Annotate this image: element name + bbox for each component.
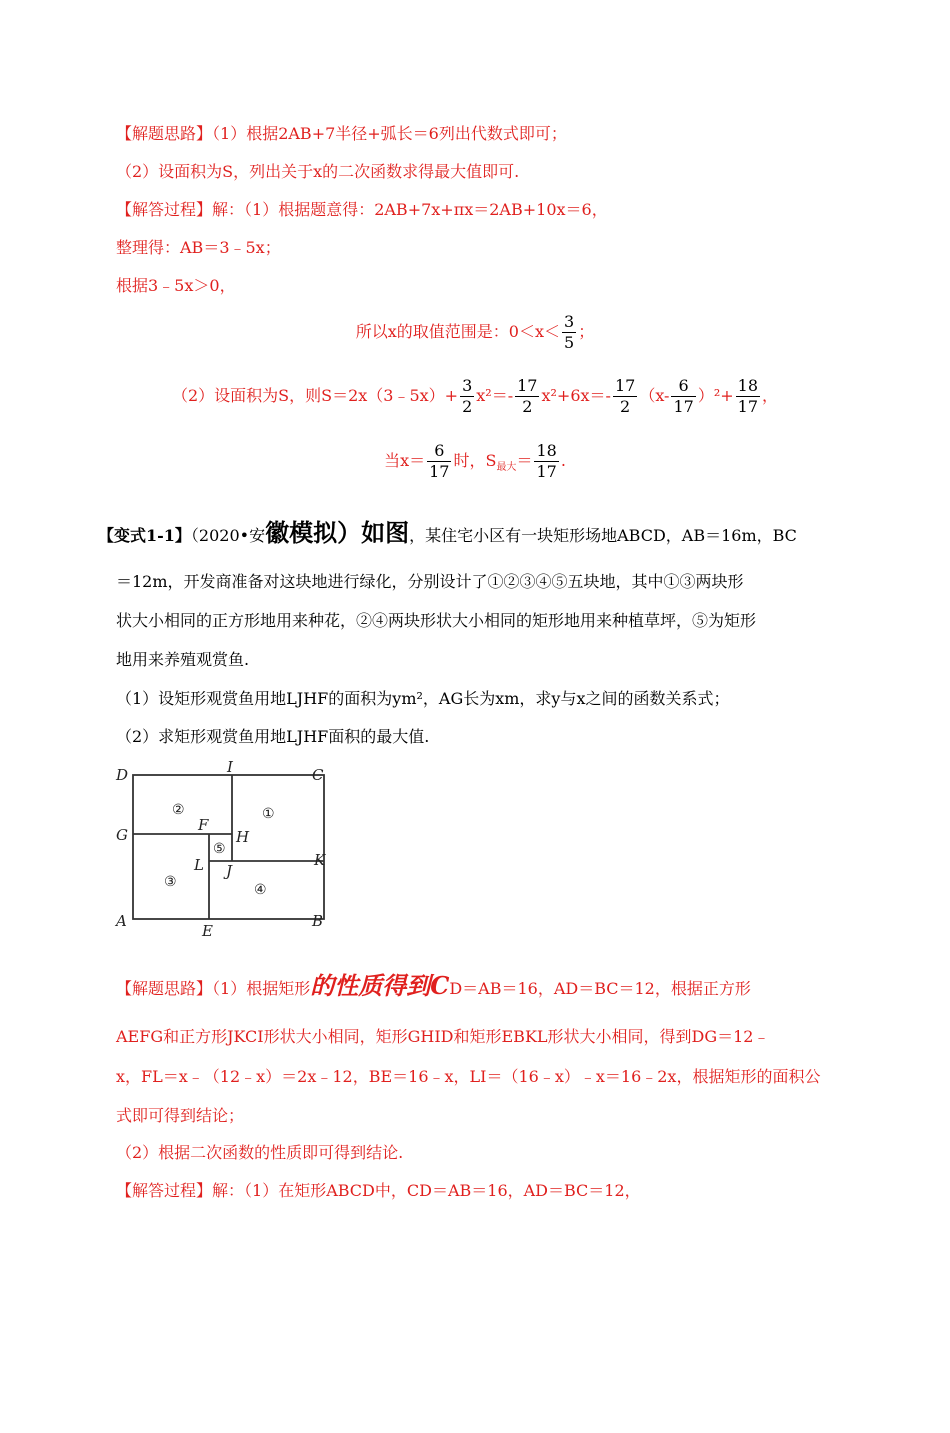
- area-mid: （x-: [639, 386, 670, 405]
- rectangle-figure: [112, 758, 342, 943]
- sol1-idea-line: [116, 124, 567, 144]
- region-4: ④: [254, 882, 267, 898]
- sol2-idea-line-5: （2）根据二次函数的性质即可得到结论.: [116, 1143, 404, 1162]
- region-3: ③: [164, 874, 177, 890]
- area-mid: x²+6x＝-: [541, 386, 611, 405]
- denominator: 2: [462, 397, 473, 416]
- variant-line-2: ＝12m，开发商准备对这块地进行绿化，分别设计了①②③④⑤五块地，其中①③两块形: [116, 572, 744, 591]
- label-I: I: [227, 758, 233, 776]
- fraction: [460, 376, 474, 417]
- sol2-proc-line: [116, 1181, 641, 1201]
- rect-ABCD: [133, 775, 324, 919]
- numerator: 6: [671, 376, 695, 397]
- fraction: [534, 441, 558, 482]
- denominator: 17: [429, 462, 450, 481]
- sol1-proc-line-3: 根据3﹣5x＞0，: [116, 276, 236, 295]
- sol1-proc-line: [116, 200, 608, 220]
- variant-line-4: 地用来养殖观赏鱼.: [116, 650, 250, 669]
- area-suffix: ，: [762, 386, 779, 405]
- denominator: 17: [673, 397, 694, 416]
- area-mid: ）²+: [697, 386, 734, 405]
- variant-text-1: ，某住宅小区有一块矩形场地ABCD，AB＝16m，BC: [409, 526, 797, 545]
- area-formula: [0, 376, 950, 417]
- numerator: 6: [427, 441, 451, 462]
- label-H: H: [236, 828, 250, 846]
- label-K: K: [314, 851, 326, 869]
- range-suffix: ；: [578, 322, 595, 341]
- sol2-idea-line-2: AEFG和正方形JKCI形状大小相同，矩形GHID和矩形EBKL形状大小相同，得到DG＝12﹣: [116, 1027, 770, 1046]
- label-L: L: [194, 856, 204, 874]
- when-mid: 时，S: [453, 451, 497, 470]
- denominator: 5: [564, 333, 575, 352]
- label-E: E: [202, 922, 213, 940]
- when-prefix: 当x＝: [384, 451, 426, 470]
- fraction: [736, 376, 760, 417]
- label-B: B: [312, 912, 324, 930]
- label-C: C: [312, 766, 324, 784]
- sol2-idea-line-1: [116, 971, 751, 1000]
- when-eq: ＝: [516, 451, 533, 470]
- proc-text-1: 解：（1）根据题意得：2AB+7x+πx＝2AB+10x＝6，: [212, 200, 608, 219]
- fraction: [515, 376, 539, 417]
- idea-text-1c: D＝AB＝16，AD＝BC＝12，根据正方形: [449, 979, 751, 998]
- region-5: ⑤: [213, 841, 226, 857]
- region-1: ①: [262, 806, 275, 822]
- idea-tag: 【解题思路】: [116, 124, 213, 143]
- label-F: F: [198, 816, 209, 834]
- idea-text-1: （1）根据2AB+7半径+弧长＝6列出代数式即可；: [212, 124, 567, 143]
- when-suffix: .: [560, 451, 566, 470]
- denominator: 17: [737, 397, 759, 416]
- variant-source-b: 徽模拟）如图: [265, 518, 410, 547]
- region-2: ②: [172, 802, 185, 818]
- variant-source-a: （2020•安: [190, 526, 266, 545]
- sol1-idea-line-2: （2）设面积为S，列出关于x的二次函数求得最大值即可.: [116, 162, 520, 181]
- proc-text-1: 解：（1）在矩形ABCD中，CD＝AB＝16，AD＝BC＝12，: [212, 1181, 641, 1200]
- numerator: 18: [536, 441, 557, 460]
- idea-text-1b: 的性质得到C: [310, 971, 450, 1000]
- variant-line-1: [98, 518, 797, 547]
- question-1: （1）设矩形观赏鱼用地LJHF的面积为ym²，AG长为xm，求y与x之间的函数关系式；: [116, 689, 730, 708]
- proc-tag: 【解答过程】: [116, 1181, 213, 1200]
- denominator: 2: [620, 397, 631, 416]
- range-prefix: 所以x的取值范围是：0＜x＜: [355, 322, 561, 341]
- variant-line-3: 状大小相同的正方形地用来种花，②④两块形状大小相同的矩形地用来种植草坪，⑤为矩形: [116, 611, 757, 630]
- denominator: 2: [522, 397, 533, 416]
- numerator: 17: [614, 376, 636, 395]
- numerator: 17: [517, 376, 538, 395]
- fraction: [562, 312, 576, 353]
- question-2: （2）求矩形观赏鱼用地LJHF面积的最大值.: [116, 727, 430, 746]
- sol1-proc-line-2: 整理得：AB＝3﹣5x；: [116, 238, 281, 257]
- label-D: D: [116, 766, 129, 784]
- sol2-idea-line-3: x，FL＝x﹣（12﹣x）＝2x﹣12，BE＝16﹣x，LI＝（16﹣x）﹣x＝16﹣2x，根据矩形的面积公: [116, 1067, 821, 1086]
- denominator: 17: [536, 462, 557, 481]
- fraction: [671, 376, 695, 417]
- label-A: A: [116, 912, 127, 930]
- numerator: 3: [462, 376, 473, 395]
- area-mid: x²＝-: [476, 386, 514, 405]
- max-formula: [0, 441, 950, 482]
- sol2-idea-line-4: 式即可得到结论；: [116, 1106, 245, 1125]
- label-G: G: [116, 826, 128, 844]
- idea-text-1a: （1）根据矩形: [212, 979, 311, 998]
- variant-tag: 【变式1-1】: [98, 526, 191, 545]
- proc-tag: 【解答过程】: [116, 200, 213, 219]
- fraction: [427, 441, 451, 482]
- numerator: 3: [564, 312, 575, 331]
- label-J: J: [226, 862, 233, 880]
- numerator: 18: [737, 376, 759, 395]
- range-formula: [0, 312, 950, 353]
- idea-tag: 【解题思路】: [116, 979, 213, 998]
- fraction: [613, 376, 637, 417]
- subscript: 最大: [496, 462, 517, 474]
- area-prefix: （2）设面积为S，则S＝2x（3﹣5x）+: [171, 386, 459, 405]
